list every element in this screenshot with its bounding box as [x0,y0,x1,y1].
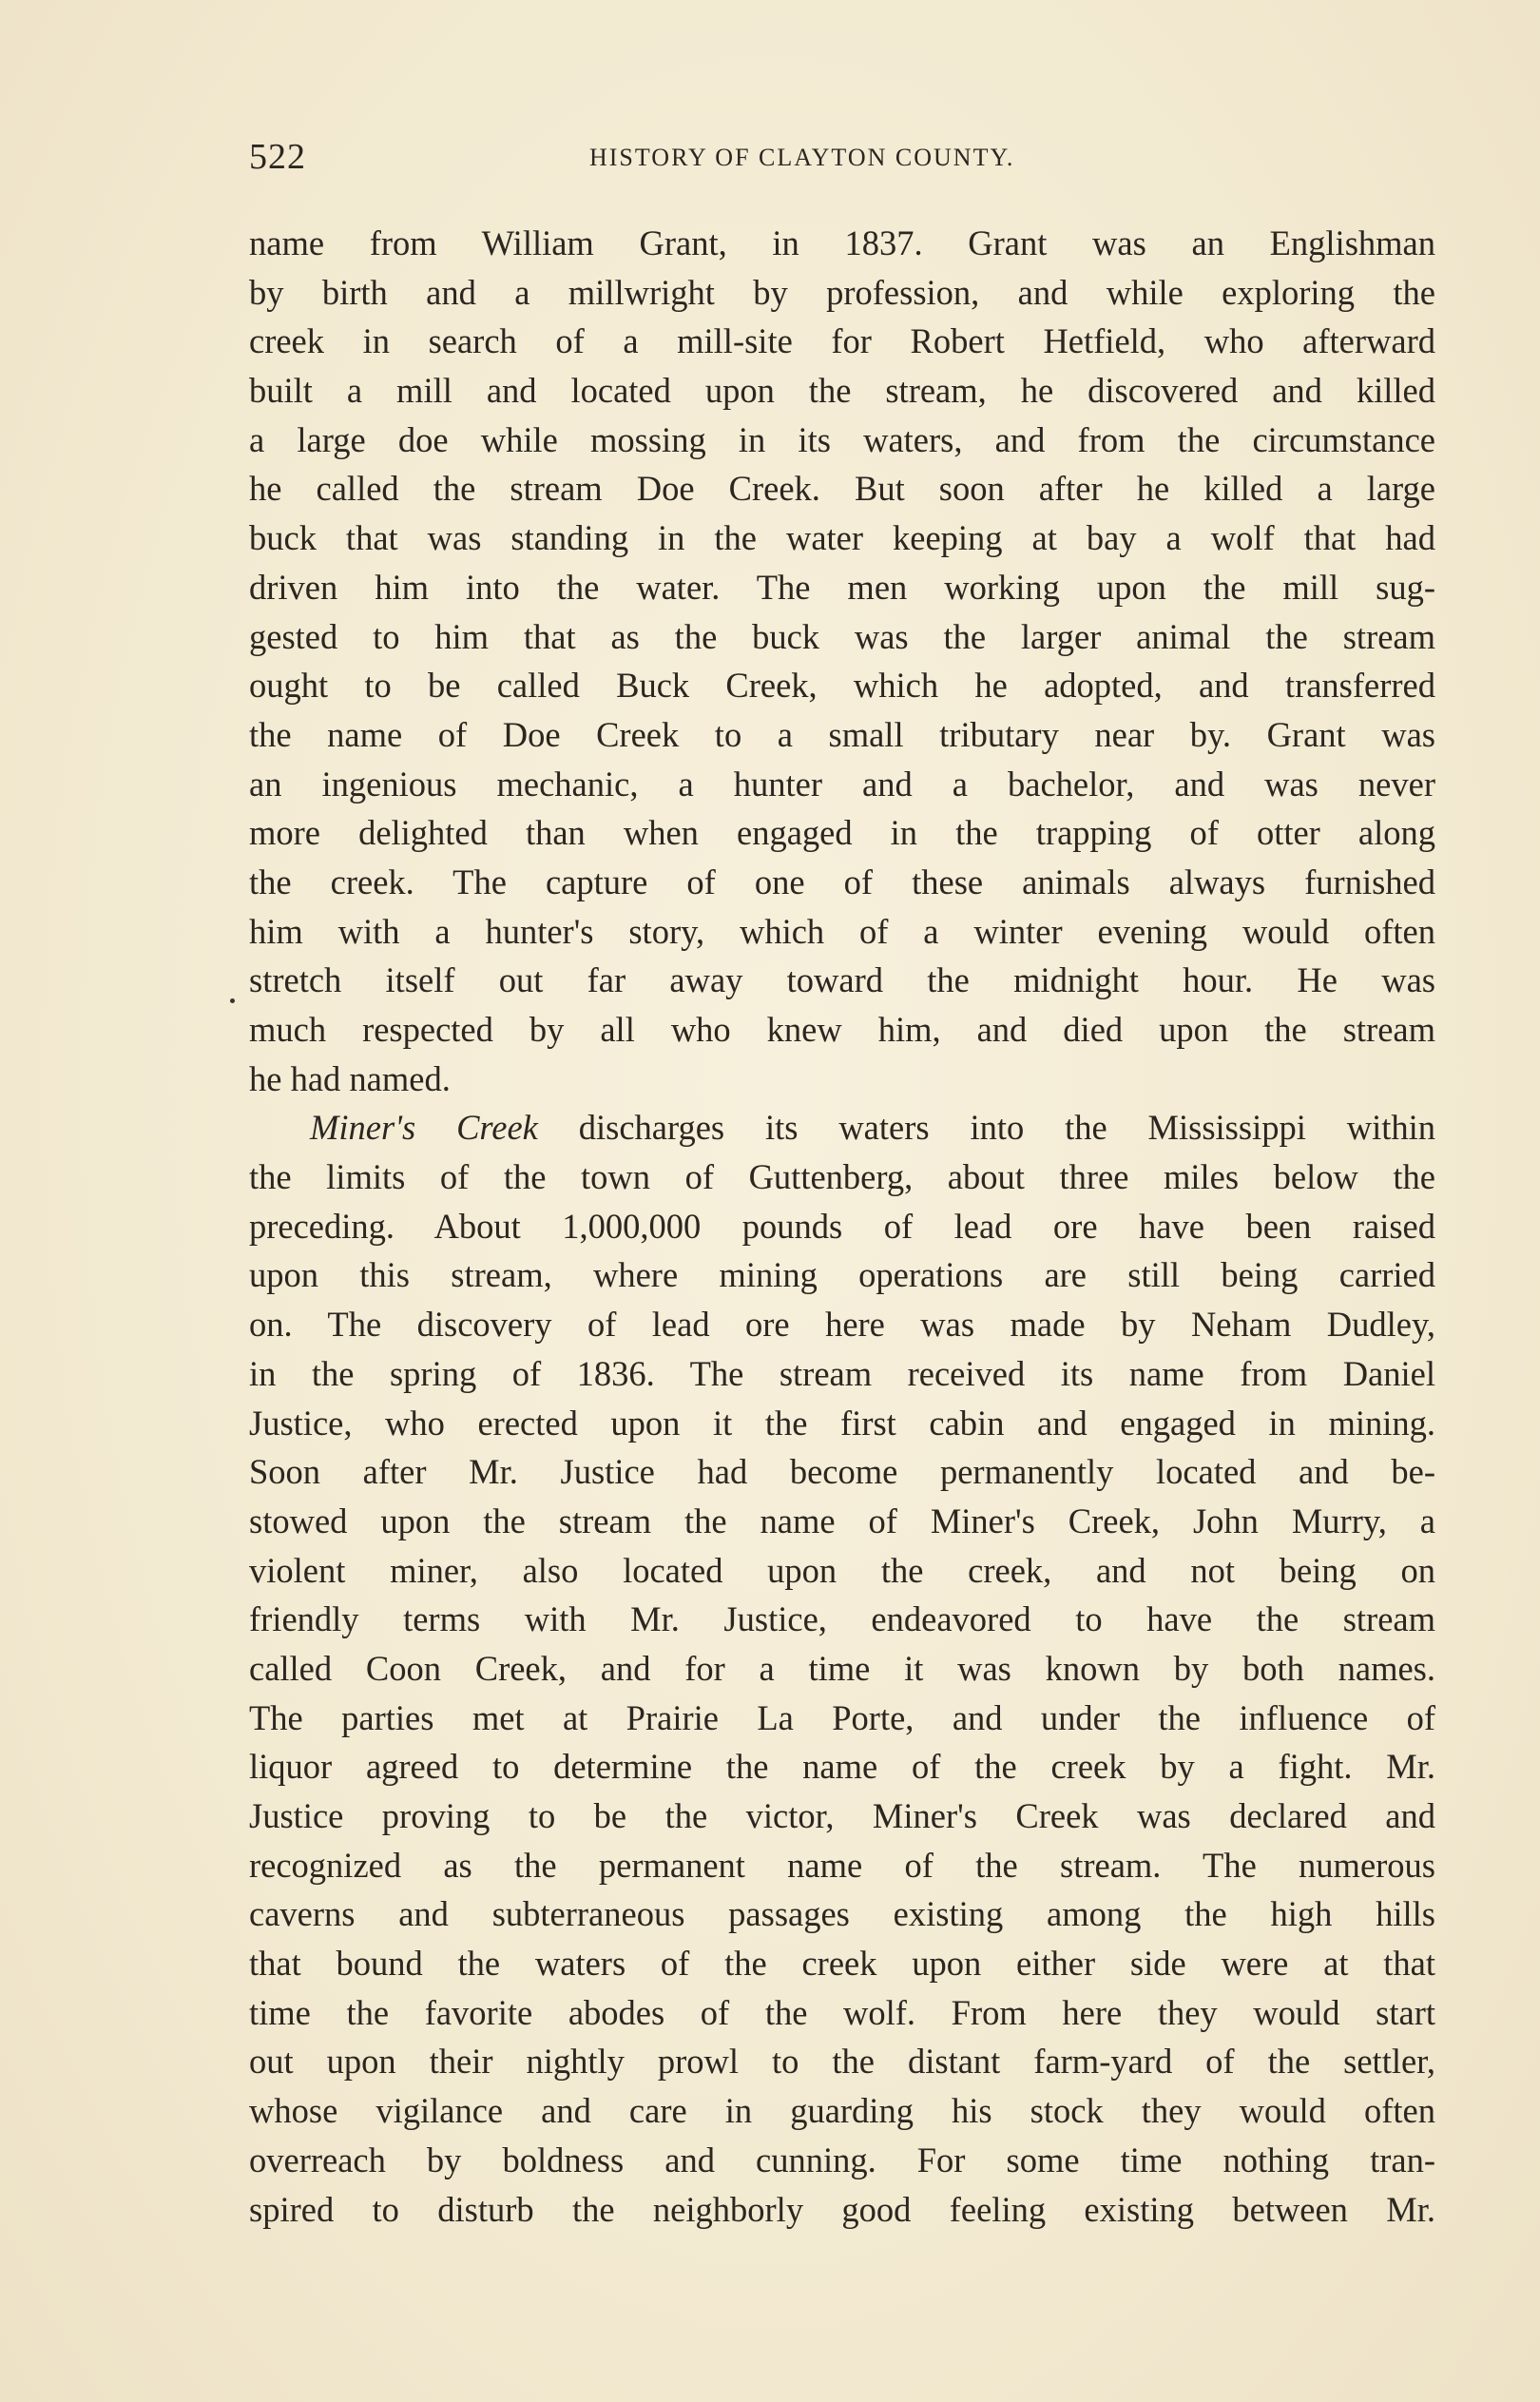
text-line: preceding. About 1,000,000 pounds of lead ore have been raised [249,1206,1435,1246]
text-line: built a mill and located upon the stream, he discovered and killed [249,371,1435,411]
text-line: much respected by all who knew him, and died upon the stream [249,1010,1435,1049]
text-line: the name of Doe Creek to a small tributary near by. Grant was [249,714,1435,754]
text-line: whose vigilance and care in guarding his stock they would often [249,2091,1435,2131]
text-line: Soon after Mr. Justice had become permanently located and be- [249,1452,1435,1492]
text-line: gested to him that as the buck was the larger animal the stream [249,616,1435,656]
text-line: an ingenious mechanic, a hunter and a bachelor, and was never [249,764,1435,804]
text-line: spired to disturb the neighborly good feeling existing between Mr. [249,2189,1435,2229]
text-line: a large doe while mossing in its waters, and from the circumstance [249,419,1435,459]
text-line: name from William Grant, in 1837. Grant was an Englishman [249,223,1435,262]
text-line: recognized as the permanent name of the stream. The numerous [249,1845,1435,1885]
text-line: he called the stream Doe Creek. But soon after he killed a large [249,469,1435,509]
text-line: friendly terms with Mr. Justice, endeavored to have the stream [249,1599,1435,1639]
text-line: creek in search of a mill-site for Robert Hetfield, who afterward [249,321,1435,361]
text-line: in the spring of 1836. The stream received its name from Daniel [249,1353,1435,1393]
text-line: more delighted than when engaged in the trapping of otter along [249,813,1435,853]
italic-term: Miner's Creek [310,1108,538,1148]
ink-speck [230,998,235,1003]
text-line: time the favorite abodes of the wolf. From here they would start [249,1992,1435,2032]
text-line: by birth and a millwright by profession, and while exploring the [249,272,1435,312]
text-line: The parties met at Prairie La Porte, and under the influence of [249,1697,1435,1737]
body-text [249,219,1435,2234]
text-line: called Coon Creek, and for a time it was known by both names. [249,1648,1435,1688]
text-line: the limits of the town of Guttenberg, about three miles below the [249,1157,1435,1197]
text-line: stretch itself out far away toward the midnight hour. He was [249,960,1435,1000]
first-line-rest: discharges its waters into the Mississippi within [537,1108,1435,1148]
text-line: out upon their nightly prowl to the distant farm-yard of the settler, [249,2042,1435,2082]
text-line: Justice, who erected upon it the first cabin and engaged in mining. [249,1403,1435,1443]
text-line: violent miner, also located upon the creek, and not being on [249,1550,1435,1590]
text-line: liquor agreed to determine the name of the creek by a fight. Mr. [249,1747,1435,1787]
paragraph-first-line [249,1103,1435,1153]
text-line: the creek. The capture of one of these animals always furnished [249,862,1435,901]
text-line: overreach by boldness and cunning. For some time nothing tran- [249,2140,1435,2179]
page-number: 522 [249,137,306,177]
page-header [249,135,1287,179]
text-line: Justice proving to be the victor, Miner's Creek was declared and [249,1796,1435,1835]
text-line: ought to be called Buck Creek, which he adopted, and transferred [249,666,1435,706]
text-line: he had named. [249,1058,451,1098]
text-line: driven him into the water. The men working upon the mill sug- [249,567,1435,607]
text-line: on. The discovery of lead ore here was made by Neham Dudley, [249,1305,1435,1345]
text-line: him with a hunter's story, which of a winter evening would often [249,911,1435,951]
text-line: stowed upon the stream the name of Miner's Creek, John Murry, a [249,1501,1435,1540]
text-line: upon this stream, where mining operations are still being carried [249,1255,1435,1295]
text-line: that bound the waters of the creek upon either side were at that [249,1944,1435,1984]
text-line: caverns and subterraneous passages existing among the high hills [249,1894,1435,1934]
text-line: buck that was standing in the water keeping at bay a wolf that had [249,518,1435,558]
running-title: HISTORY OF CLAYTON COUNTY. [589,144,1015,171]
